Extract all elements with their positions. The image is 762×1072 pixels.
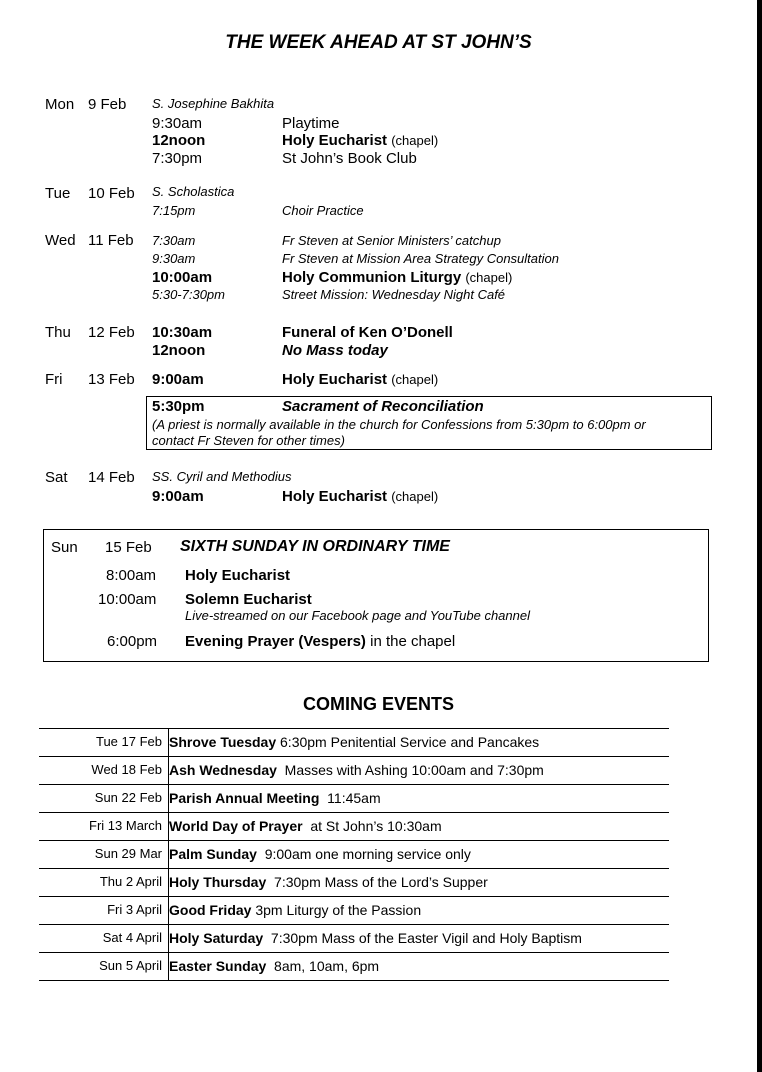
wed-e3-line (282, 269, 512, 286)
event-detail: 9:00am one morning service only (256, 846, 471, 862)
thu-e1-name: Funeral of Ken O’Donell (282, 324, 453, 341)
tue-saint: S. Scholastica (152, 184, 235, 199)
fri-e2-note-1: (A priest is normally available in the church for Confessions from 5:30pm to 6:00pm or (152, 417, 646, 432)
wed-e1-name: Fr Steven at Senior Ministers’ catchup (282, 233, 501, 248)
wed-e2-name: Fr Steven at Mission Area Strategy Consultation (282, 251, 559, 266)
event-detail: 3pm Liturgy of the Passion (251, 902, 422, 918)
event-desc (169, 790, 381, 806)
event-desc (169, 818, 442, 834)
mon-e2-line (282, 132, 438, 149)
tue-e1-time: 7:15pm (152, 203, 196, 218)
thu-e2-time: 12noon (152, 342, 206, 359)
event-detail: 11:45am (319, 790, 381, 806)
event-name: Palm Sunday (169, 846, 257, 862)
sun-e1-name: Holy Eucharist (185, 567, 291, 584)
event-detail: at St John’s 10:30am (302, 818, 442, 834)
event-name: Good Friday (169, 902, 252, 918)
event-detail: Masses with Ashing 10:00am and 7:30pm (276, 762, 544, 778)
sun-heading: SIXTH SUNDAY IN ORDINARY TIME (180, 538, 450, 555)
page-title: THE WEEK AHEAD AT ST JOHN’S (225, 32, 532, 53)
event-detail: 7:30pm Mass of the Easter Vigil and Holy Baptism (263, 930, 582, 946)
mon-e3-time: 7:30pm (152, 150, 203, 167)
mon-e1-name: Playtime (282, 115, 340, 132)
thu-day: Thu (45, 324, 71, 341)
event-detail: 8am, 10am, 6pm (266, 958, 380, 974)
event-desc (169, 762, 544, 778)
event-name: Shrove Tuesday (169, 734, 277, 750)
event-row (39, 784, 669, 812)
sun-e1-time: 8:00am (106, 567, 157, 584)
fri-e2-note-2: contact Fr Steven for other times) (152, 433, 345, 448)
coming-events-heading: COMING EVENTS (302, 694, 454, 714)
event-row (39, 728, 669, 756)
fri-e2-name: Sacrament of Reconciliation (282, 398, 484, 415)
fri-e1-loc: (chapel) (391, 372, 439, 387)
mon-date: 9 Feb (88, 96, 127, 113)
mon-e2-loc: (chapel) (391, 133, 439, 148)
event-date: Wed 18 Feb (91, 762, 162, 777)
event-row (39, 756, 669, 784)
sat-e1-time: 9:00am (152, 488, 204, 505)
sun-day: Sun (51, 539, 78, 556)
event-desc (169, 874, 488, 890)
tue-e1-name: Choir Practice (282, 203, 364, 218)
wed-e4-time: 5:30-7:30pm (152, 287, 225, 302)
event-date: Sun 29 Mar (94, 846, 162, 861)
event-row (39, 952, 669, 981)
fri-e1-line (282, 371, 438, 388)
sat-e1-name: Holy Eucharist (282, 488, 388, 505)
mon-e1-time: 9:30am (152, 115, 203, 132)
sat-e1-loc: (chapel) (391, 489, 439, 504)
coming-events-table (39, 728, 669, 981)
mon-day: Mon (45, 96, 75, 113)
page-edge-bar (757, 0, 762, 1072)
sun-e3-time: 6:00pm (107, 633, 158, 650)
event-name: Parish Annual Meeting (169, 790, 320, 806)
event-row (39, 924, 669, 952)
tue-date: 10 Feb (88, 185, 135, 202)
event-date: Thu 2 April (99, 874, 162, 889)
tue-day: Tue (45, 185, 71, 202)
event-date: Fri 13 March (89, 818, 162, 833)
thu-date: 12 Feb (88, 324, 135, 341)
wed-day: Wed (45, 232, 76, 249)
event-desc (169, 930, 582, 946)
event-row (39, 812, 669, 840)
wed-e4-name: Street Mission: Wednesday Night Café (282, 287, 506, 302)
event-date: Sat 4 April (102, 930, 162, 945)
event-date: Sun 22 Feb (94, 790, 162, 805)
thu-e1-time: 10:30am (152, 324, 213, 341)
event-detail: 7:30pm Mass of the Lord’s Supper (266, 874, 488, 890)
sat-day: Sat (45, 469, 68, 486)
sun-date: 15 Feb (105, 539, 152, 556)
event-name: Holy Saturday (169, 930, 264, 946)
event-name: World Day of Prayer (169, 818, 303, 834)
sat-e1-line (282, 488, 438, 505)
wed-e3-name: Holy Communion Liturgy (282, 269, 462, 286)
fri-date: 13 Feb (88, 371, 135, 388)
thu-e2-name: No Mass today (282, 342, 388, 359)
event-name: Holy Thursday (169, 874, 267, 890)
event-desc (169, 958, 379, 974)
event-date: Sun 5 April (99, 958, 162, 973)
mon-e2-name: Holy Eucharist (282, 132, 388, 149)
event-date: Fri 3 April (107, 902, 162, 917)
fri-e1-time: 9:00am (152, 371, 204, 388)
event-row (39, 896, 669, 924)
sun-e3-line (185, 633, 455, 650)
mon-e3-name: St John’s Book Club (282, 150, 417, 167)
event-desc (169, 734, 539, 750)
event-row (39, 840, 669, 868)
sat-saint: SS. Cyril and Methodius (152, 469, 292, 484)
sun-e3-loc: in the chapel (370, 633, 456, 650)
event-row (39, 868, 669, 896)
event-name: Ash Wednesday (169, 762, 277, 778)
wed-e2-time: 9:30am (152, 251, 196, 266)
fri-e1-name: Holy Eucharist (282, 371, 388, 388)
sat-date: 14 Feb (88, 469, 135, 486)
event-desc (169, 846, 471, 862)
sun-e2-time: 10:00am (98, 591, 157, 608)
event-desc (169, 902, 421, 918)
event-date: Tue 17 Feb (95, 734, 162, 749)
mon-e2-time: 12noon (152, 132, 206, 149)
sun-e2-note: Live-streamed on our Facebook page and YouTube channel (185, 608, 530, 623)
event-detail: 6:30pm Penitential Service and Pancakes (276, 734, 540, 750)
mon-saint: S. Josephine Bakhita (152, 96, 275, 111)
event-name: Easter Sunday (169, 958, 267, 974)
wed-date: 11 Feb (88, 232, 134, 249)
wed-e3-time: 10:00am (152, 269, 213, 286)
sun-e2-name: Solemn Eucharist (185, 591, 312, 608)
sun-e3-name: Evening Prayer (Vespers) (185, 633, 366, 650)
wed-e1-time: 7:30am (152, 233, 196, 248)
fri-day: Fri (45, 371, 63, 388)
fri-e2-time: 5:30pm (152, 398, 205, 415)
wed-e3-loc: (chapel) (465, 270, 513, 285)
